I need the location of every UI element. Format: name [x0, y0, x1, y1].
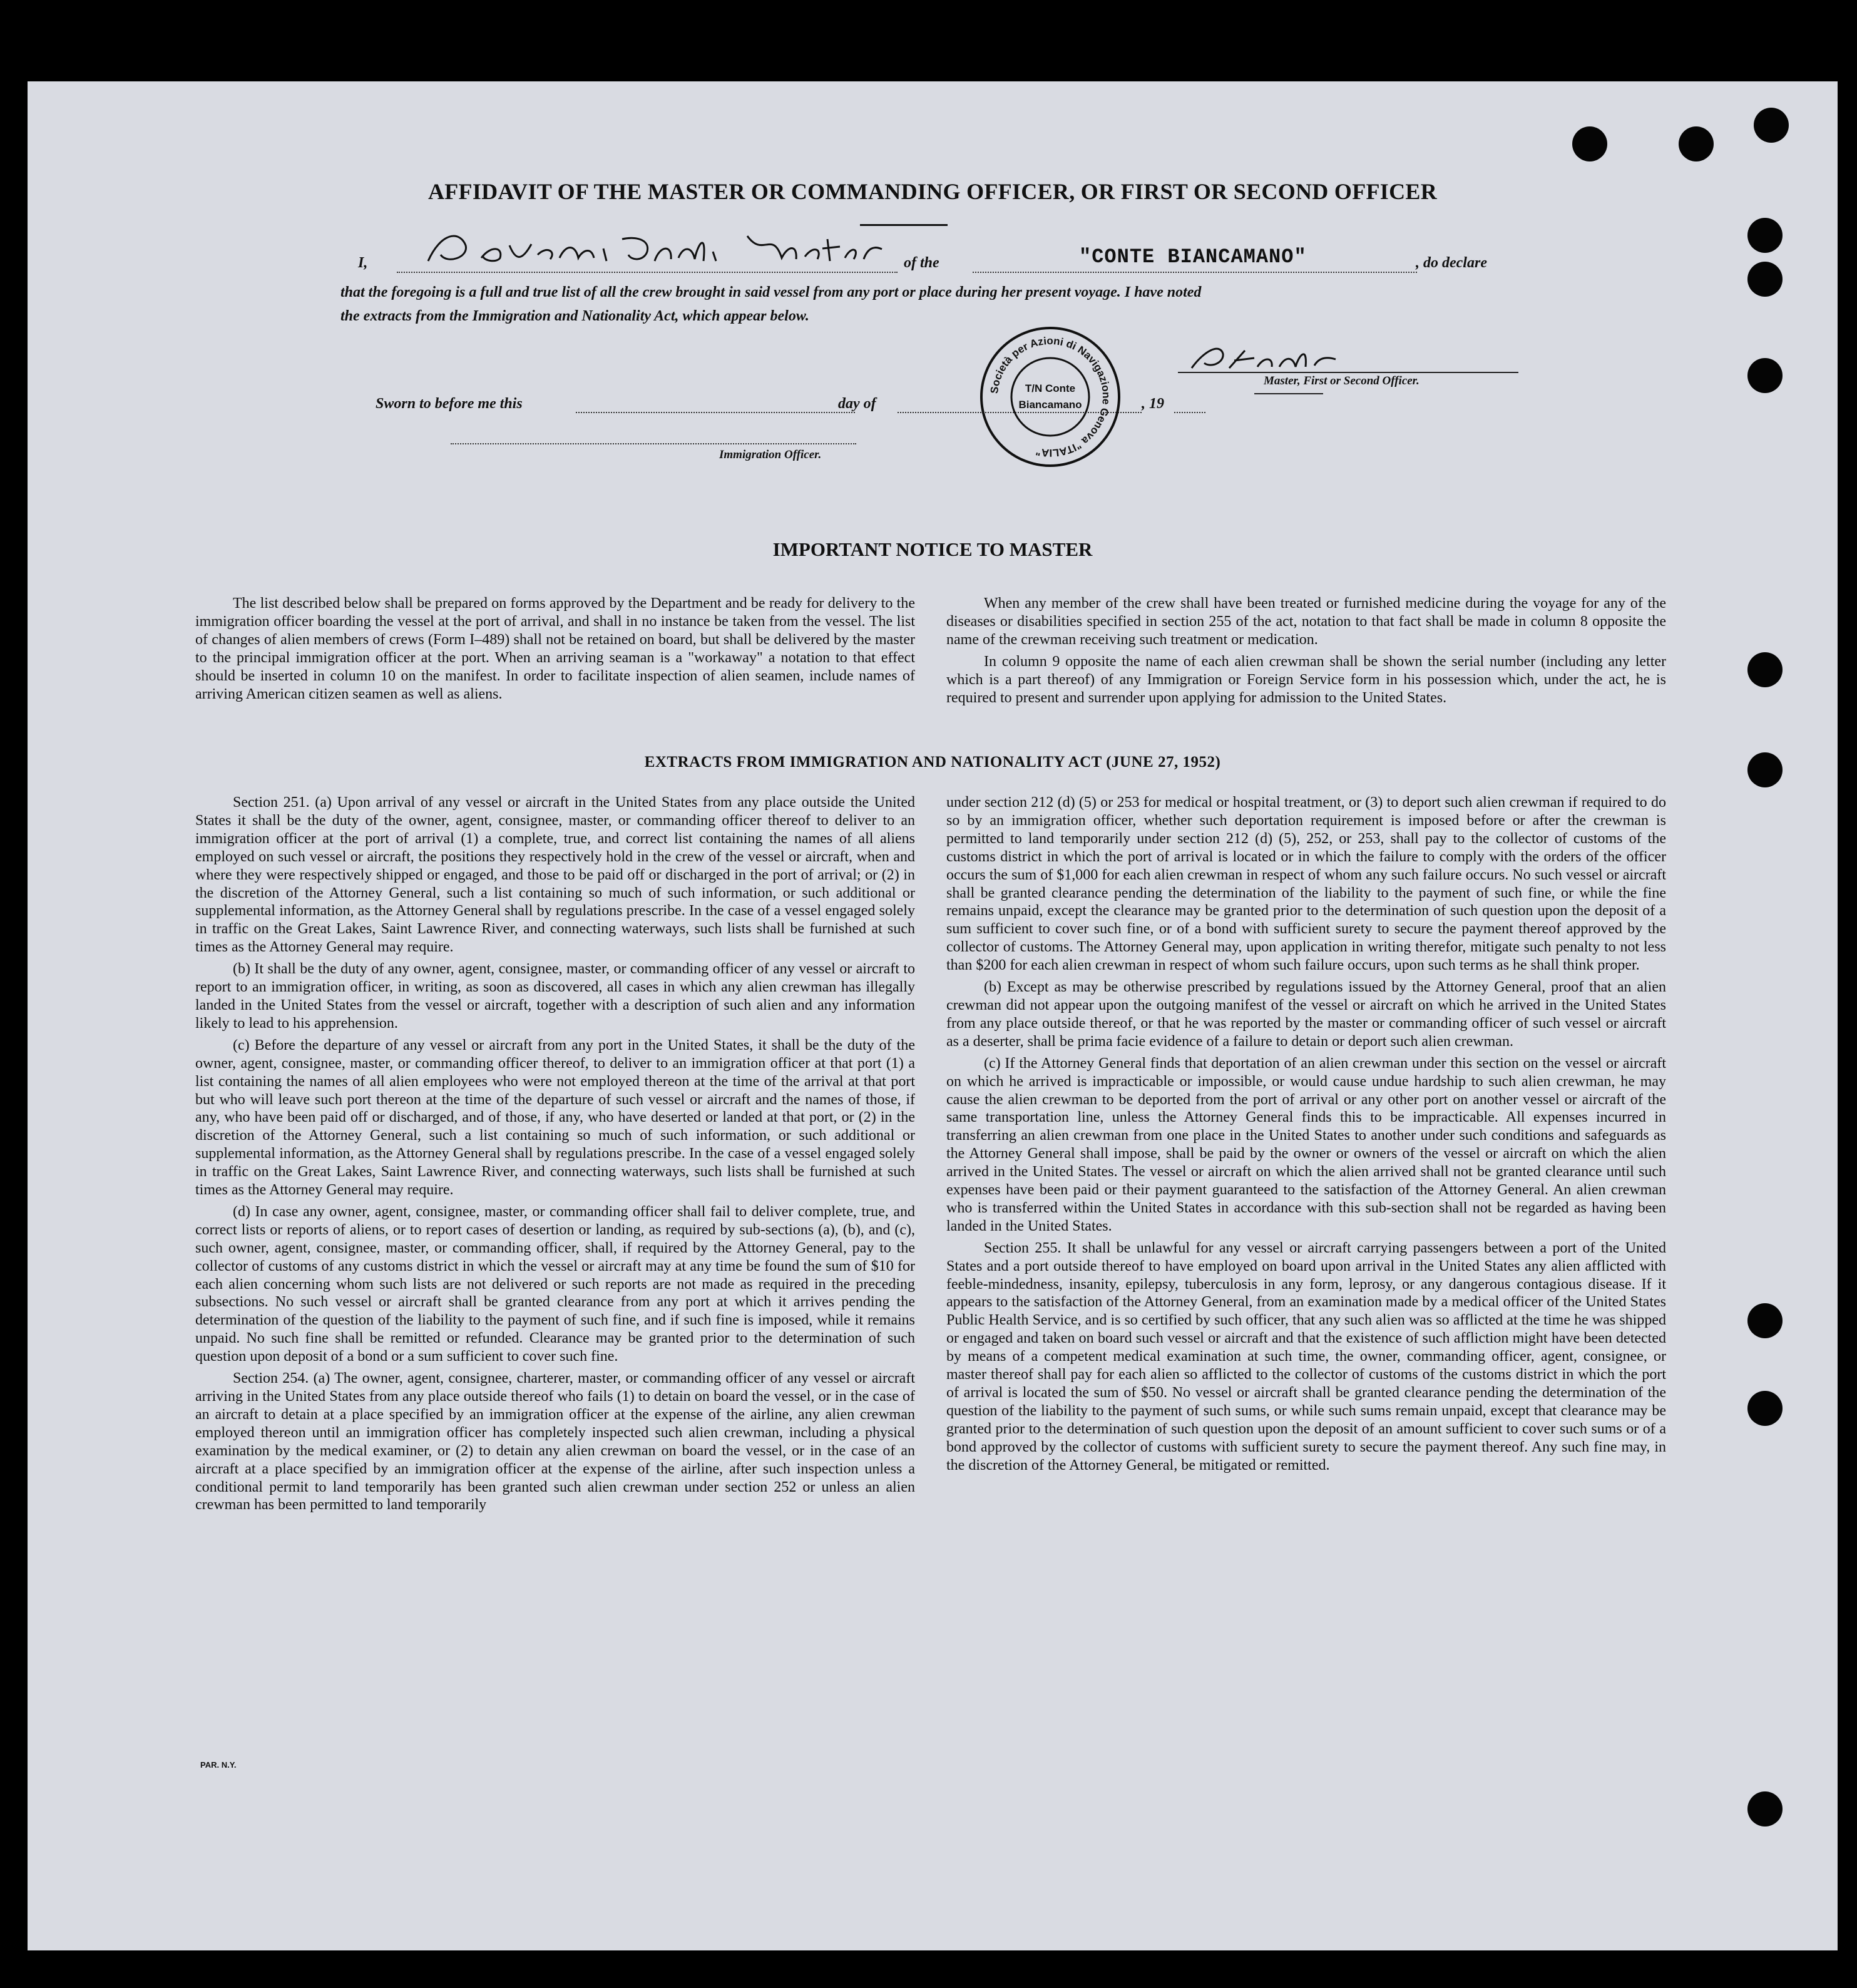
- notice-left-column: [195, 595, 915, 707]
- vessel-name: "CONTE BIANCAMANO": [1079, 245, 1307, 269]
- extracts-left-column: [195, 794, 915, 1518]
- punch-hole: [1754, 108, 1789, 143]
- punch-hole: [1747, 652, 1783, 687]
- immigration-officer-label: Immigration Officer.: [719, 448, 822, 461]
- document-page: [28, 81, 1838, 1950]
- notice-right-paragraph-1: When any member of the crew shall have been treated or furnished medicine during the voyage for any of the diseases or disabilities specified in section 255 of the act, notation to that fact shall be made in column 8 opposite the name of the crewman receiving such treatment or medication.: [946, 595, 1666, 648]
- punch-hole: [1747, 358, 1783, 393]
- day-of-label: day of: [838, 396, 876, 412]
- notice-right-column: [946, 595, 1666, 711]
- master-signature-line: [1178, 372, 1518, 373]
- section-254-a-continued: under section 212 (d) (5) or 253 for medical or hospital treatment, or (3) to deport such alien crewman if required to do so by an immigration officer, whether such deportation requirement is imposed before or after the crewman is permitted to land temporarily under section 212 (d) (5), 252, or 253, shall pay to the collector of customs of the customs district in which the port of arrival is located or in which the failure to comply with the orders of the officer occurs the sum of $1,000 for each alien crewman in respect of whom any such failure occurs. No such vessel or aircraft shall be granted clearance pending the determination of the liability to the payment of such fine, or while the fine remains unpaid, except the clearance may be granted prior to the determination of such question upon the deposit of a sum sufficient to cover such fine, or of a bond with sufficient surety to secure the payment thereof approved by the collector of customs. The Attorney General may, upon application in writing therefor, mitigate such penalty to not less than $200 for each alien crewman in respect of whom such failure occurs, upon such terms as he shall think proper.: [946, 794, 1666, 974]
- notice-title: IMPORTANT NOTICE TO MASTER: [772, 538, 1093, 560]
- punch-hole: [1747, 262, 1783, 297]
- svg-text:T/N Conte: T/N Conte: [1025, 382, 1076, 394]
- punch-hole: [1747, 1303, 1783, 1338]
- extracts-right-column: [946, 794, 1666, 1478]
- immigration-officer-line: [451, 443, 856, 444]
- stamp-ring-text: [979, 325, 992, 326]
- master-underline: [1254, 393, 1323, 394]
- stamp-center-line-2: [979, 328, 982, 329]
- master-name-signature: [422, 227, 898, 272]
- vessel-line: [973, 272, 1417, 273]
- title-divider: [860, 224, 948, 226]
- declaration-line-1: that the foregoing is a full and true list of all the crew brought in said vessel from any port or place during her present voyage. I have noted: [340, 284, 1202, 300]
- master-name-text: [428, 250, 434, 251]
- declaration-line-2: the extracts from the Immigration and Nationality Act, which appear below.: [340, 308, 809, 324]
- punch-hole: [1747, 1791, 1783, 1827]
- punch-hole: [1572, 126, 1607, 161]
- punch-hole: [1679, 126, 1714, 161]
- sworn-day-line: [576, 412, 855, 413]
- do-declare-label: , do declare: [1416, 255, 1487, 271]
- printer-mark: PAR. N.Y.: [200, 1760, 237, 1770]
- affidavit-title: AFFIDAVIT OF THE MASTER OR COMMANDING OFFICER, OR FIRST OR SECOND OFFICER: [427, 179, 1438, 204]
- master-label: Master, First or Second Officer.: [1264, 374, 1420, 387]
- notice-right-paragraph-2: In column 9 opposite the name of each alien crewman shall be shown the serial number (including any letter which is a part thereof) of any Immigration or Foreign Service form in his possession which, under the act, he is required to present and surrender upon applying for admission to the United States.: [946, 653, 1666, 706]
- name-line: [397, 272, 898, 273]
- year-line: [1174, 412, 1205, 413]
- ship-stamp: [978, 324, 1123, 469]
- section-251-c: (c) Before the departure of any vessel or aircraft from any port in the United States, it shall be the duty of the owner, agent, consignee, master, or commanding officer thereof, to deliver to an immigration officer at that port (1) a list containing the names of all alien employees who were not employed thereon at the time of the arrival at that port but who will leave such port thereon at the time of the departure of such vessel or aircraft and the names of those, if any, who have been paid off or discharged, and of those, if any, who have deserted or landed at that port, or (2) in the discretion of the Attorney General, such a list containing so much of such information, or such additional or supplemental information, as the Attorney General shall by regulations prescribe. In the case of a vessel engaged solely in traffic on the Great Lakes, Saint Lawrence River, and connecting waterways, such lists shall be furnished at such times as the Attorney General may require.: [195, 1037, 915, 1199]
- sworn-label: Sworn to before me this: [376, 396, 523, 412]
- of-the-label: of the: [904, 255, 939, 271]
- officer-signature: [1185, 338, 1348, 376]
- punch-hole: [1747, 1391, 1783, 1426]
- section-251-b: (b) It shall be the duty of any owner, agent, consignee, master, or commanding officer of any vessel or aircraft to report to an immigration officer, in writing, as soon as discovered, all cases in which any alien crewman has illegally landed in the United States from the vessel or aircraft, together with a description of such alien and any information likely to lead to his apprehension.: [195, 961, 915, 1032]
- section-254-b: (b) Except as may be otherwise prescribed by regulations issued by the Attorney General, proof that an alien crewman did not appear upon the outgoing manifest of the vessel or aircraft on which he arrived in the United States from any place outside thereof, or that he was reported by the master or commanding officer of such vessel or aircraft as a deserter, shall be prima facie evidence of a failure to detain or deport such alien crewman.: [946, 979, 1666, 1050]
- svg-text:Biancamano: Biancamano: [1018, 399, 1082, 411]
- section-251-d: (d) In case any owner, agent, consignee, master, or commanding officer shall fail to deliver complete, true, and correct lists or reports of aliens, or to report cases of desertion or landing, as required by sub-sections (a), (b), and (c), such owner, agent, consignee, master, or commanding officer, shall, if required by the Attorney General, pay to the collector of customs of any customs district in which the vessel or aircraft may at any time be found the sum of $10 for each alien concerning whom such lists are not delivered or such reports are not made as required in the preceding subsections. No such vessel or aircraft shall be granted clearance from any port at which it arrives pending the determination of the question of the liability to the payment of such fine, and if such fine is imposed, while it remains unpaid. No such fine shall be remitted or refunded. Clearance may be granted prior to the determination of such question upon deposit of a bond or a sum sufficient to cover such fine.: [195, 1203, 915, 1365]
- year-label: , 19: [1142, 396, 1164, 412]
- i-label: I,: [358, 255, 368, 271]
- notice-left-paragraph: The list described below shall be prepared on forms approved by the Department and be ready for delivery to the immigration officer boarding the vessel at the port of arrival, and shall in no instance be taken from the vessel. The list of changes of alien members of crews (Form I–489) shall not be retained on board, but shall be delivered by the master to the principal immigration officer at the port. When an arriving seaman is a "workaway" a notation to that effect should be inserted in column 10 on the manifest. In order to facilitate inspection of alien seamen, include names of arriving American citizen seamen as well as aliens.: [195, 595, 915, 702]
- svg-text:Società per Azioni di Navigazi: Società per Azioni di Navigazione Genova "ITALIA": [988, 334, 1113, 459]
- section-255: Section 255. It shall be unlawful for any vessel or aircraft carrying passengers between a port of the United States and a port outside thereof to have employed on board upon arrival in the United States any alien afflicted with feeble-mindedness, insanity, epilepsy, tuberculosis in any form, leprosy, or any dangerous contagious disease. If it appears to the satisfaction of the Attorney General, from an examination made by a medical officer of the United States Public Health Service, and is so certified by such officer, that any such alien was so afflicted at the time he was shipped or engaged and taken on board such vessel or aircraft and that the existence of such affliction might have been detected by means of a competent medical examination at such time, the owner, commanding officer, agent, consignee, or master thereof shall pay for each alien so afflicted to the collector of customs of the customs district in which the port of arrival is located the sum of $50. No vessel or aircraft shall be granted clearance pending the determination of the question of the liability to the payment of such sums, or while such sums remain unpaid, except that clearance may be granted prior to the determination of such question upon the deposit of an amount sufficient to cover such sums or of a bond approved by the collector of customs with sufficient surety to secure the payment thereof. Any such fine may, in the discretion of the Attorney General, be mitigated or remitted.: [946, 1239, 1666, 1473]
- punch-hole: [1747, 218, 1783, 253]
- extracts-title: EXTRACTS FROM IMMIGRATION AND NATIONALITY ACT (JUNE 27, 1952): [644, 754, 1221, 771]
- section-254-a: Section 254. (a) The owner, agent, consignee, charterer, master, or commanding officer of any vessel or aircraft arriving in the United States from any place outside thereof who fails (1) to detain on board the vessel, or in the case of an aircraft to detain at a place specified by an immigration officer at the expense of the airline, any alien crewman employed thereon until an immigration officer has completely inspected such alien crewman, including a physical examination by the medical examiner, or (2) to detain any alien crewman on board the vessel, or in the case of an aircraft at a place specified by an immigration officer at the expense of the airline, after such inspection unless a conditional permit to land temporarily has been granted such alien crewman under section 252 or unless an alien crewman has been permitted to land temporarily: [195, 1370, 915, 1514]
- section-254-c: (c) If the Attorney General finds that deportation of an alien crewman under this section on the vessel or aircraft on which he arrived is impracticable or impossible, or would cause undue hardship to such alien crewman, he may cause the alien crewman to be deported from the port of arrival or any other port on another vessel or aircraft of the same transportation line, unless the Attorney General finds this to be impracticable. All expenses incurred in transferring an alien crewman from one place in the United States to another under such conditions and safeguards as the Attorney General shall impose, shall be paid by the owner or owners of the vessel or aircraft on which the alien arrived in the United States. The vessel or aircraft on which the alien arrived shall not be granted clearance until such expenses have been paid or their payment guaranteed to the satisfaction of the Attorney General. An alien crewman who is transferred within the United States in accordance with this sub-section shall not be regarded as having been landed in the United States.: [946, 1055, 1666, 1234]
- section-251-a: Section 251. (a) Upon arrival of any vessel or aircraft in the United States from any place outside the United States it shall be the duty of the owner, agent, consignee, master, or commanding officer thereof to deliver to an immigration officer at the port of arrival (1) a complete, true, and correct list containing the names of all aliens employed on such vessel or aircraft, the positions they respectively hold in the crew of the vessel or aircraft, when and where they were respectively shipped or engaged, and those to be paid off or discharged in the port of arrival; or (2) in the discretion of the Attorney General, such a list containing so much of such information, or such additional or supplemental information, as the Attorney General shall by regulations prescribe. In the case of a vessel engaged solely in traffic on the Great Lakes, Saint Lawrence River, and connecting waterways, such lists shall be furnished at such times as the Attorney General may require.: [195, 794, 915, 956]
